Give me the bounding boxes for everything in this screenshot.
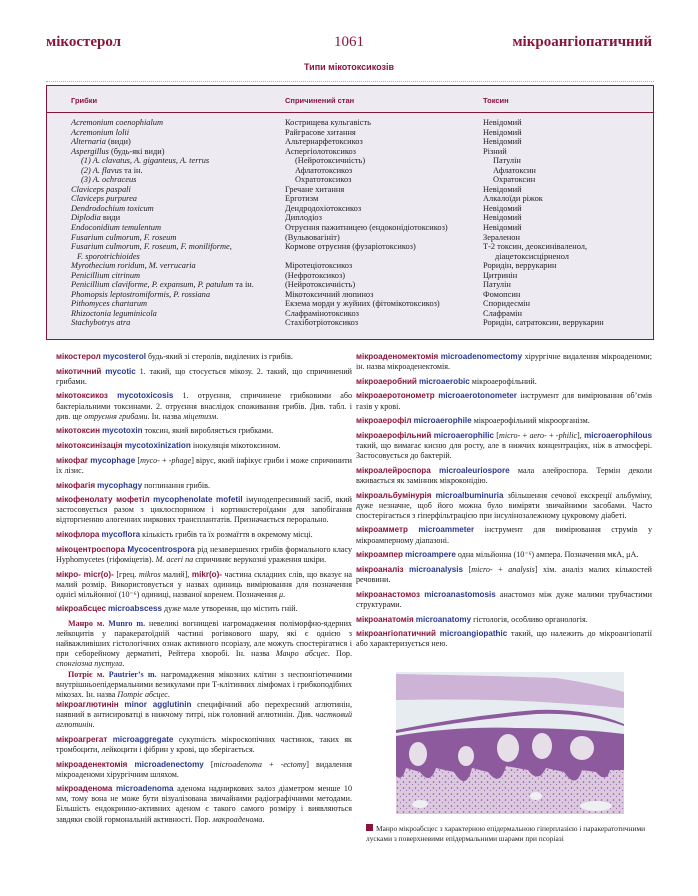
dictionary-entry: мікроамметр microammeter інструмент для вимірювання струмів у мікроамперному діапазоні. [356,525,652,545]
headword: мікроангіопатичний [356,629,436,639]
english-term: microadenoma [115,784,174,794]
headword: мікроагрегат [56,734,108,744]
cell-fungus: Claviceps paspali [71,184,131,194]
table-row [47,252,653,262]
cell-toxin: Невідомий [483,213,522,223]
cell-fungus: Phomopsis leptostromiformis, P. rossiana [71,289,211,299]
cell-toxin: Невідомий [483,127,522,137]
headword: мікроальбумінурія [356,490,432,500]
headword: мікотоксикоз [56,391,108,401]
dictionary-entry: мікроаналіз microanalysis [micro- + analysis] хім. аналіз малих кількостей речовини. [356,564,653,585]
table-row [47,166,653,176]
cell-fungus: Claviceps purpurea [71,194,137,204]
dictionary-entry: мікоцентроспора Mycocentrospora рід незавершених грибів формального класу Hyphomycetes (гіфоміцетів). M. aceri па спричиняє верукозні ураження шкіри. [56,544,352,564]
cell-fungus: Aspergillus (будь-які види) [71,146,165,156]
cell-condition: Кормове отруєння (фузаріотоксикоз) [285,242,416,252]
dictionary-entry: мікофагія mycophagy поглинання грибів. [56,480,211,490]
cell-toxin: Цитринін [483,270,518,280]
dictionary-entry: мікроаденома microadenoma аденома надниркових залоз діаметром менше 10 мм, тому вона не може бути візуалізована звичайними радіографічними методами. Більшість ендокринно-активних аденом є такого самого розміру і виявляються завдяки своїй гормональній активності. Пор. макроаденома. [56,784,352,824]
cell-condition: Ерготизм [285,194,319,204]
english-term: Mycocentrospora [127,544,195,554]
english-term: mycophage [90,455,136,465]
cell-condition: (Нейротоксичність) [295,156,366,166]
cell-condition: Гречане хитання [285,184,345,194]
page-number: 1061 [334,34,364,50]
cell-toxin: Невідомий [483,118,522,127]
cell-toxin: Споридесмін [483,299,530,309]
english-term: microabscess [107,604,162,614]
english-term: microaerotonometer [438,391,517,401]
english-term: microammeter [418,525,475,535]
dictionary-entry: мікроанатомія microanatomy гістологія, особливо органологія. [356,614,588,624]
dictionary-entry: мікроалейроспора microaleuriospore мала алейроспора. Термін деколи вживається як замінник мікроконідію. [356,465,652,485]
microabscess [458,746,474,766]
headword: мікотоксинізація [56,441,123,451]
cell-toxin: Патулін [483,280,511,290]
table-row [47,175,653,185]
dictionary-entry: мікроаеробний microaerobic мікроаерофільний. [356,376,537,386]
microabscess [570,736,594,760]
cell-condition: Охратотоксикоз [295,175,352,185]
microabscess [497,734,519,762]
blood-vessel [580,801,612,811]
headword: мікоцентроспора [56,544,126,554]
english-term: microalbuminuria [435,490,504,500]
dictionary-entry: мікроаерофіл microaerophile мікроаерофільний мікроорганізм. [356,416,590,426]
cell-condition: Альтернарфетоксикоз [285,137,363,147]
blood-vessel [530,792,542,800]
table-title: Типи мікотоксикозів [304,62,394,72]
dictionary-subentry: Потріє м. Pautrier’s m. нагромадження мікозних клітин з неспонгіотичними внутрішньоепідермальними везикулами при Т-клітинних лімфомах і грибкоподібних мікозах. Ін. назва Потріє абсцес. [56,669,352,699]
table-row [47,223,653,233]
cell-fungus: Rhizoctonia leguminicola [71,308,157,318]
english-term: microaerobic [418,376,470,386]
cell-fungus: (1) A. clavatus, A. giganteus, A. terrus [81,156,210,166]
table-row [47,194,653,204]
cell-condition: (Вульвовагініт) [285,232,340,242]
cell-toxin: Роридін, веррукарин [483,261,557,271]
microabscess [532,733,552,759]
cell-fungus: Fusarium culmorum, F. roseum, F. moniliforme, [71,242,232,252]
headword: мікроабсцес [56,604,106,614]
left-guide-word: мікостерол [46,34,122,50]
headword: мікроаглютинін [56,699,119,709]
cell-condition: Міротеціотоксикоз [285,261,353,271]
cell-condition: Дендродохіотоксикоз [285,203,362,213]
running-head [0,34,698,54]
cell-condition: Слафрамінотоксикоз [285,308,359,318]
headword: мікофлора [56,530,100,540]
dictionary-entry: мікроаеротонометр microaerotonometer інструмент для вимірювання об’ємів газів у крові. [356,391,652,411]
cell-condition: Мікотоксичний люпиноз [285,289,374,299]
cell-condition: Стахіботріотоксикоз [285,318,359,328]
english-term: microaerophilic [433,430,494,440]
histology-image [396,672,624,814]
right-guide-word: мікроангіопатичний [512,34,652,50]
english-term: microanatomy [415,614,472,624]
caption-text: Манро мікроабсцес з характерною епідермальною гіперплазією і паракератотичними лусками з поверхневими епідермальними шарами при псоріазі [366,824,646,843]
dictionary-entry: мікроаглютинін minor agglutinin специфічний або перехресний аглютинін, наявний в антисироватці в нижчому титрі, ніж головний аглютинін. Див. частковий аглютинін. [56,699,352,730]
english-term: microanalysis [409,564,464,574]
english-term: mycotoxicosis [117,391,174,401]
cell-toxin: Невідомий [483,184,522,194]
headword: мікроанастомоз [356,589,421,599]
col-header-toxin: Токсин [483,96,509,105]
headword: мікроаерофільний [356,430,432,440]
headword: мікро- micr(o)- [56,569,114,579]
cell-condition: Аспергіолотоксикоз [285,146,356,156]
dictionary-entry: мікроампер microampere одна мільйонна (10⁻⁶) ампера. Позначення мкА, μА. [356,550,639,560]
headword: мікотоксин [56,426,101,436]
dictionary-entry: мікро- micr(o)- [грец. mikros малий], mikr(o)- частина складних слів, що вказує на малий розмір. Використовується у назвах одиниць вимірювання для позначення однієї мільйонної (10⁻⁶) одиниці, названої коренем. Позначення μ. [56,569,353,599]
cell-fungus: Pithomyces chartarum [71,299,148,309]
cell-condition: (Нейротоксичність) [285,280,356,290]
cell-fungus: Fusarium culmorum, F. roseum [71,232,177,242]
cell-fungus: (3) A. ochraceus [81,175,137,185]
col-header-condition: Спричинений стан [285,96,355,105]
headword: мікроаеротонометр [356,391,435,401]
table-header [47,86,653,113]
dictionary-entry: мікроабсцес microabscess дуже мале утворення, що містить гній. [56,604,298,614]
dictionary-entry: мікотоксин mycotoxin токсин, який виробляється грибками. [56,426,274,436]
dictionary-entry: мікроаерофільний microaerophilic [micro- + aero- + -philic], microaerophilous такий, що вимагає кисню для росту, але в нижчих концентраціях, ніж в атмосфері. Застосовується до бактерій. [356,430,653,461]
cell-fungus: Stachybotrys atra [71,318,131,328]
table-row [47,156,653,166]
english-term: mycoflora [101,530,141,540]
headword: мікроаденектомія [56,759,128,769]
headword: мікроаеробний [356,376,417,386]
cell-toxin: Невідомий [483,223,522,233]
headword: мікроаденома [56,784,113,794]
cell-fungus: Penicillium claviforme, P. expansum, P. patulum та ін. [71,280,254,290]
cell-condition [291,252,489,262]
dictionary-entry: мікотоксикоз mycotoxicosis 1. отруєння, спричинене грибковими або бактеріальними токсинами. 2. отруєння внаслідок споживання грибів. Див. табл. і див. ще отруєння грибами. Ін. назва міцетизм. [56,391,352,421]
cell-fungus: Acremonium lolii [71,127,130,137]
dictionary-entry: мікроальбумінурія microalbuminuria збільшення сечової екскреції альбуміну, дуже незначне, щоб його можна було виміряти звичайними засобами. Часто спостерігається з гіперфільтрацією при інсулінозалежному цукровому діабеті. [356,490,652,520]
cell-toxin: Невідомий [483,203,522,213]
table-body [47,118,653,328]
cell-toxin: Різний [483,146,507,156]
table-row [47,242,653,252]
cell-toxin: Т-2 токсин, деоксиніваленол, [483,242,588,252]
english-term: microampere [405,550,456,560]
mycotoxicosis-table [46,85,654,340]
col-header-fungi: Грибки [71,96,98,105]
dictionary-entry: мікофаг mycophage [myco- + -phage] вірус, який інфікує гриби і може спричинити їх лізис. [56,455,352,475]
dictionary-entry: мікроагрегат microaggregate сукупність мікроскопічних частинок, таких як тромбоцити, лейкоцити і фібрин у крові, що зберігається. [56,734,352,754]
cell-toxin: Слафрамін [483,308,522,318]
histology-figure [396,672,624,814]
cell-condition: Отруєння пажитницею (ендоконідіотоксикоз) [285,223,448,233]
blood-vessel [412,800,428,808]
english-term: microaerophile [413,416,472,426]
table-row [47,261,653,271]
dictionary-entry: мікроанастомоз microanastomosis анастомоз між дуже малими трубчастими структурами. [356,589,652,609]
english-term: mycophagy [97,480,143,490]
table-row [47,299,653,309]
dictionary-entry: мікофенолату мофетіл mycophenolate mofetil імунодепресивний засіб, який застосовується разом з циклоспорином і кортикостероїдами для запобігання відторгненню алогенних ниркових трансплантатів. Призначається перорально. [56,495,352,525]
cell-fungus: (2) A. flavus та ін. [81,165,143,175]
headword: мікотичний [56,366,102,376]
cell-condition: (Нефротоксикоз) [285,270,346,280]
dictionary-entry: мікроаденомектомія microadenomectomy хірургічне видалення мікроаденоми; ін. назва мікроаденектомія. [356,352,652,372]
table-row [47,204,653,214]
left-column [56,352,352,829]
table-row [47,128,653,138]
cell-fungus: Dendrodochium toxicum [71,203,154,213]
cell-toxin: Афлатоксин [493,165,536,175]
cell-toxin: діацетоксисцірненол [495,251,569,261]
table-row [47,280,653,290]
dictionary-entry: мікостерол mycosterol будь-який зі стеролів, виділених із грибів. [56,352,293,361]
table-row [47,137,653,147]
dictionary-entry: мікофлора mycoflora кількість грибів та їх розмаїття в окремому місці. [56,530,313,540]
cell-fungus: Myrothecium roridum, M. verrucaria [71,261,196,271]
cell-fungus: Diplodia види [71,213,121,223]
english-term: mycophenolate mofetil [153,495,243,505]
dictionary-entry: мікотичний mycotic 1. такий, що стосується мікозу. 2. такий, що спричинений грибами. [56,366,352,386]
cell-fungus: Endoconidium temulentum [71,223,162,233]
cell-toxin: Невідомий [483,137,522,147]
english-term: microaggregate [112,734,174,744]
english-term: microanastomosis [424,589,496,599]
cell-condition: Диплодіоз [285,213,322,223]
english-term: microadenectomy [134,759,204,769]
cell-condition: Кострищева кульгавість [285,118,371,127]
cell-fungus: F. sporotrichioides [77,251,140,261]
microabscess [409,742,427,766]
headword: мікроаденомектомія [356,352,439,361]
english-term: mycotic [105,366,136,376]
table-row [47,290,653,300]
english-term: mycotoxinization [124,441,191,451]
cell-toxin: Патулін [493,156,521,166]
headword: мікостерол [56,352,101,361]
cell-fungus: Penicillium citrinum [71,270,141,280]
cell-toxin: Фомопсин [483,289,521,299]
figure-caption [366,824,656,844]
headword: мікроампер [356,550,403,560]
headword: мікофагія [56,480,96,490]
table-row [47,147,653,157]
table-row [47,213,653,223]
cell-toxin: Роридін, сатратоксин, веррукарин [483,318,604,328]
cell-toxin: Алкалоїди ріжок [483,194,543,204]
dictionary-entry: мікотоксинізація mycotoxinization інокуляція мікотоксином. [56,441,281,451]
cell-condition: Екзема морди у жуйних (фітомікотоксикоз) [285,299,440,309]
english-term: microadenomectomy [440,352,523,361]
headword: мікофаг [56,455,89,465]
cell-condition: Райграсове хитання [285,127,356,137]
table-row [47,318,653,328]
headword: мікофенолату мофетіл [56,495,150,505]
headword: мікроамметр [356,525,408,535]
headword: мікроаерофіл [356,416,412,426]
cell-fungus: Alternaria (види) [71,137,131,147]
table-row [47,233,653,243]
caption-marker-icon [366,824,373,831]
table-divider [46,81,654,82]
dictionary-subentry: Манро м. Munro m. невеликі вогнищеві нагромадження поліморфно-ядерних лейкоцитів у паракератоїдній частині рогівкового шару, які є однією з найважливіших гістологічних ознак активного псоріазу, але можуть спостерігатися і при себорейному дерматиті, Рейтера хворобі. Ін. назва Манро абсцес. Пор. спонгіозна пустула. [56,619,352,669]
english-term: microaleuriospore [439,465,510,475]
english-term: mycotoxin [102,426,143,436]
cell-toxin: Зераленон [483,232,520,242]
english-term: microangiopathic [439,629,508,639]
right-column [356,352,652,654]
table-row [47,185,653,195]
table-row [47,309,653,319]
cell-condition: Афлатотоксикоз [295,165,353,175]
headword: мікроанатомія [356,614,414,624]
headword: мікроалейроспора [356,465,431,475]
english-term: minor agglutinin [124,699,192,709]
table-row [47,118,653,128]
english-term: mycosterol [102,352,147,361]
dictionary-entry: мікроангіопатичний microangiopathic такий, що належить до мікроангіопатії або характеризується нею. [356,629,652,649]
table-row [47,271,653,281]
dictionary-entry: мікроаденектомія microadenectomy [microadenoma + -ectomy] видалення мікроаденоми хірургічним шляхом. [56,759,353,779]
cell-toxin: Охратоксин [493,175,536,185]
headword: мікроаналіз [356,564,404,574]
cell-fungus: Acremonium coenophialum [71,118,164,127]
